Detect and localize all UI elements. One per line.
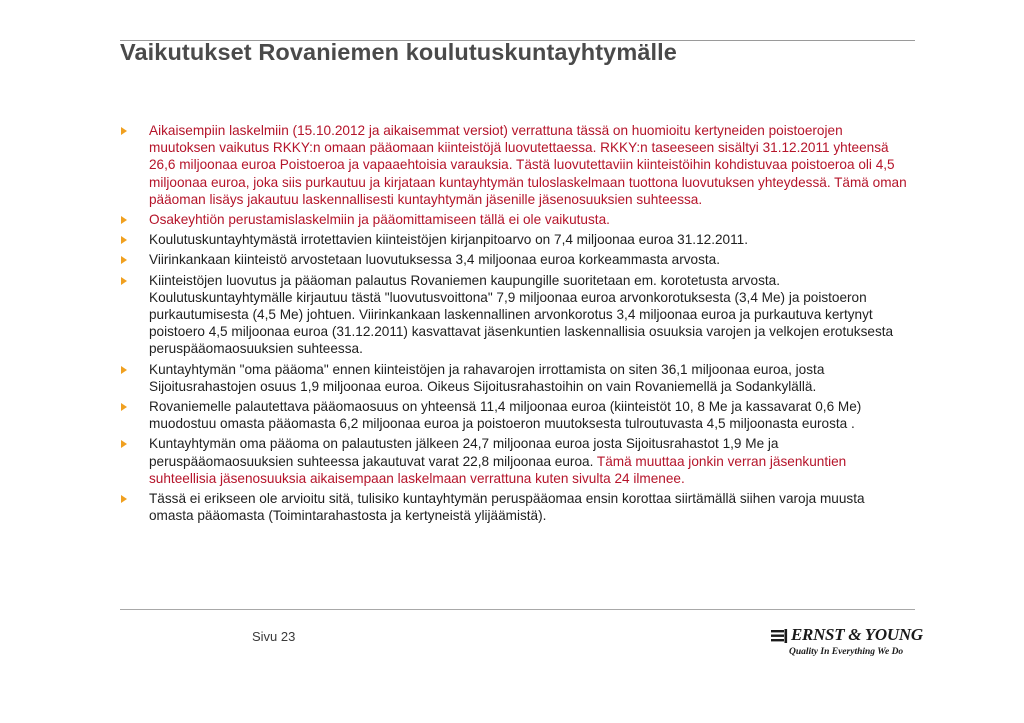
bullet-text: Viirinkankaan kiinteistö arvostetaan luovutuksessa 3,4 miljoonaa euroa korkeammasta arvosta. bbox=[149, 252, 720, 268]
bottom-divider bbox=[120, 609, 915, 610]
ernst-young-logo-mark-icon bbox=[770, 628, 788, 644]
bullet-item bbox=[121, 231, 911, 248]
bullet-text: Kuntayhtymän oma pääoma on palautusten jälkeen 24,7 miljoonaa euroa josta Sijoitusrahastot 1,9 Me ja peruspääomaosuuksien suhteessa jakautuvat varat 22,8 miljoonaa euroa. bbox=[149, 436, 779, 469]
bullet-item bbox=[121, 361, 911, 395]
orange-triangle-bullet-icon bbox=[121, 440, 127, 448]
bullet-item bbox=[121, 211, 911, 228]
orange-triangle-bullet-icon bbox=[121, 403, 127, 411]
ernst-young-logo bbox=[770, 625, 923, 661]
bullet-list bbox=[121, 122, 911, 527]
orange-triangle-bullet-icon bbox=[121, 495, 127, 503]
bullet-text: Osakeyhtiön perustamislaskelmiin ja pääomittamiseen tällä ei ole vaikutusta. bbox=[149, 212, 610, 228]
bullet-text: Kuntayhtymän "oma pääoma" ennen kiinteistöjen ja rahavarojen irrottamista on siten 36,1 miljoonaa euroa, josta Sijoitusrahastojen osuus 1,9 miljoonaa euroa. Oikeus Sijoitusrahastoihin on vain Rovaniemellä ja Sodankylällä. bbox=[149, 361, 825, 394]
bullet-item bbox=[121, 398, 911, 432]
orange-triangle-bullet-icon bbox=[121, 236, 127, 244]
page-title: Vaikutukset Rovaniemen koulutuskuntayhtymälle bbox=[120, 39, 677, 65]
bullet-text: Tämä muuttaa jonkin verran jäsenkuntien suhteellisia jäsenosuuksia aikaisempaan laskelmaan verrattuna kuten sivulta 24 ilmenee. bbox=[149, 453, 847, 486]
page-number: Sivu 23 bbox=[252, 629, 296, 644]
orange-triangle-bullet-icon bbox=[121, 216, 127, 224]
logo-name: ERNST & YOUNG bbox=[791, 625, 923, 644]
bullet-text: Rovaniemelle palautettava pääomaosuus on yhteensä 11,4 miljoonaa euroa (kiinteistöt 10, 8 Me ja kassavarat 0,6 Me) muodostuu omasta pääomasta 6,2 miljoonaa euroa ja poistoeron muutoksesta tulroutuvasta 4,5 miljoonasta eurosta . bbox=[149, 399, 862, 432]
orange-triangle-bullet-icon bbox=[121, 127, 127, 135]
logo-tagline: Quality In Everything We Do bbox=[789, 647, 904, 657]
bullet-text: Aikaisempiin laskelmiin (15.10.2012 ja aikaisemmat versiot) verrattuna tässä on huomioitu kertyneiden poistoerojen muutoksen vaikutus RKKY:n omaan pääomaan kiinteistöjä luovutettaessa. RKKY:n taseeseen sisältyi 31.12.2011 yhteensä 26,6 miljoonaa euroa Poistoeroa ja vapaaehtoisia varauksia. Tästä luovutettaviin kiinteistöihin kohdistuvaa poistoeroa oli 4,5 miljoonaa euroa, joka siis purkautuu ja kirjataan kuntayhtymän tuloslaskelmaan tuottona luovutuksen yhteydessä. Tämä oman pääoman lisäys jakautuu laskennallisesti kuntayhtymän jäsenille jäsenosuuksien suhteessa. bbox=[149, 123, 907, 207]
bullet-item bbox=[121, 272, 911, 358]
orange-triangle-bullet-icon bbox=[121, 366, 127, 374]
bullet-item bbox=[121, 122, 911, 208]
bullet-item bbox=[121, 435, 911, 487]
bullet-text: Kiinteistöjen luovutus ja pääoman palautus Rovaniemen kaupungille suoritetaan em. korotetusta arvosta. Koulutuskuntayhtymälle kirjautuu tästä "luovutusvoittona" 7,9 miljoonaa euroa arvonkorotuksesta (3,4 Me) ja poistoeron purkautumisesta (4,5 Me) johtuen. Viirinkankaan laskennallinen arvonkorotus 3,4 miljoonaa euroa ja purkautuva kertynyt poistoero 4,5 miljoonaa euroa (31.12.2011) kasvattavat jäsenkuntien laskennallisia osuuksia varojen ja velkojen erotuksesta peruspääomaosuuksien suhteessa. bbox=[149, 272, 894, 357]
orange-triangle-bullet-icon bbox=[121, 256, 127, 264]
orange-triangle-bullet-icon bbox=[121, 277, 127, 285]
bullet-text: Tässä ei erikseen ole arvioitu sitä, tulisiko kuntayhtymän peruspääomaa ensin korottaa siirtämällä siihen varoja muusta omasta pääomasta (Toimintarahastosta ja kertyneistä ylijäämistä). bbox=[149, 491, 865, 524]
bullet-item bbox=[121, 251, 911, 268]
bullet-text: Koulutuskuntayhtymästä irrotettavien kiinteistöjen kirjanpitoarvo on 7,4 miljoonaa euroa 31.12.2011. bbox=[149, 232, 748, 248]
bullet-item bbox=[121, 490, 911, 524]
